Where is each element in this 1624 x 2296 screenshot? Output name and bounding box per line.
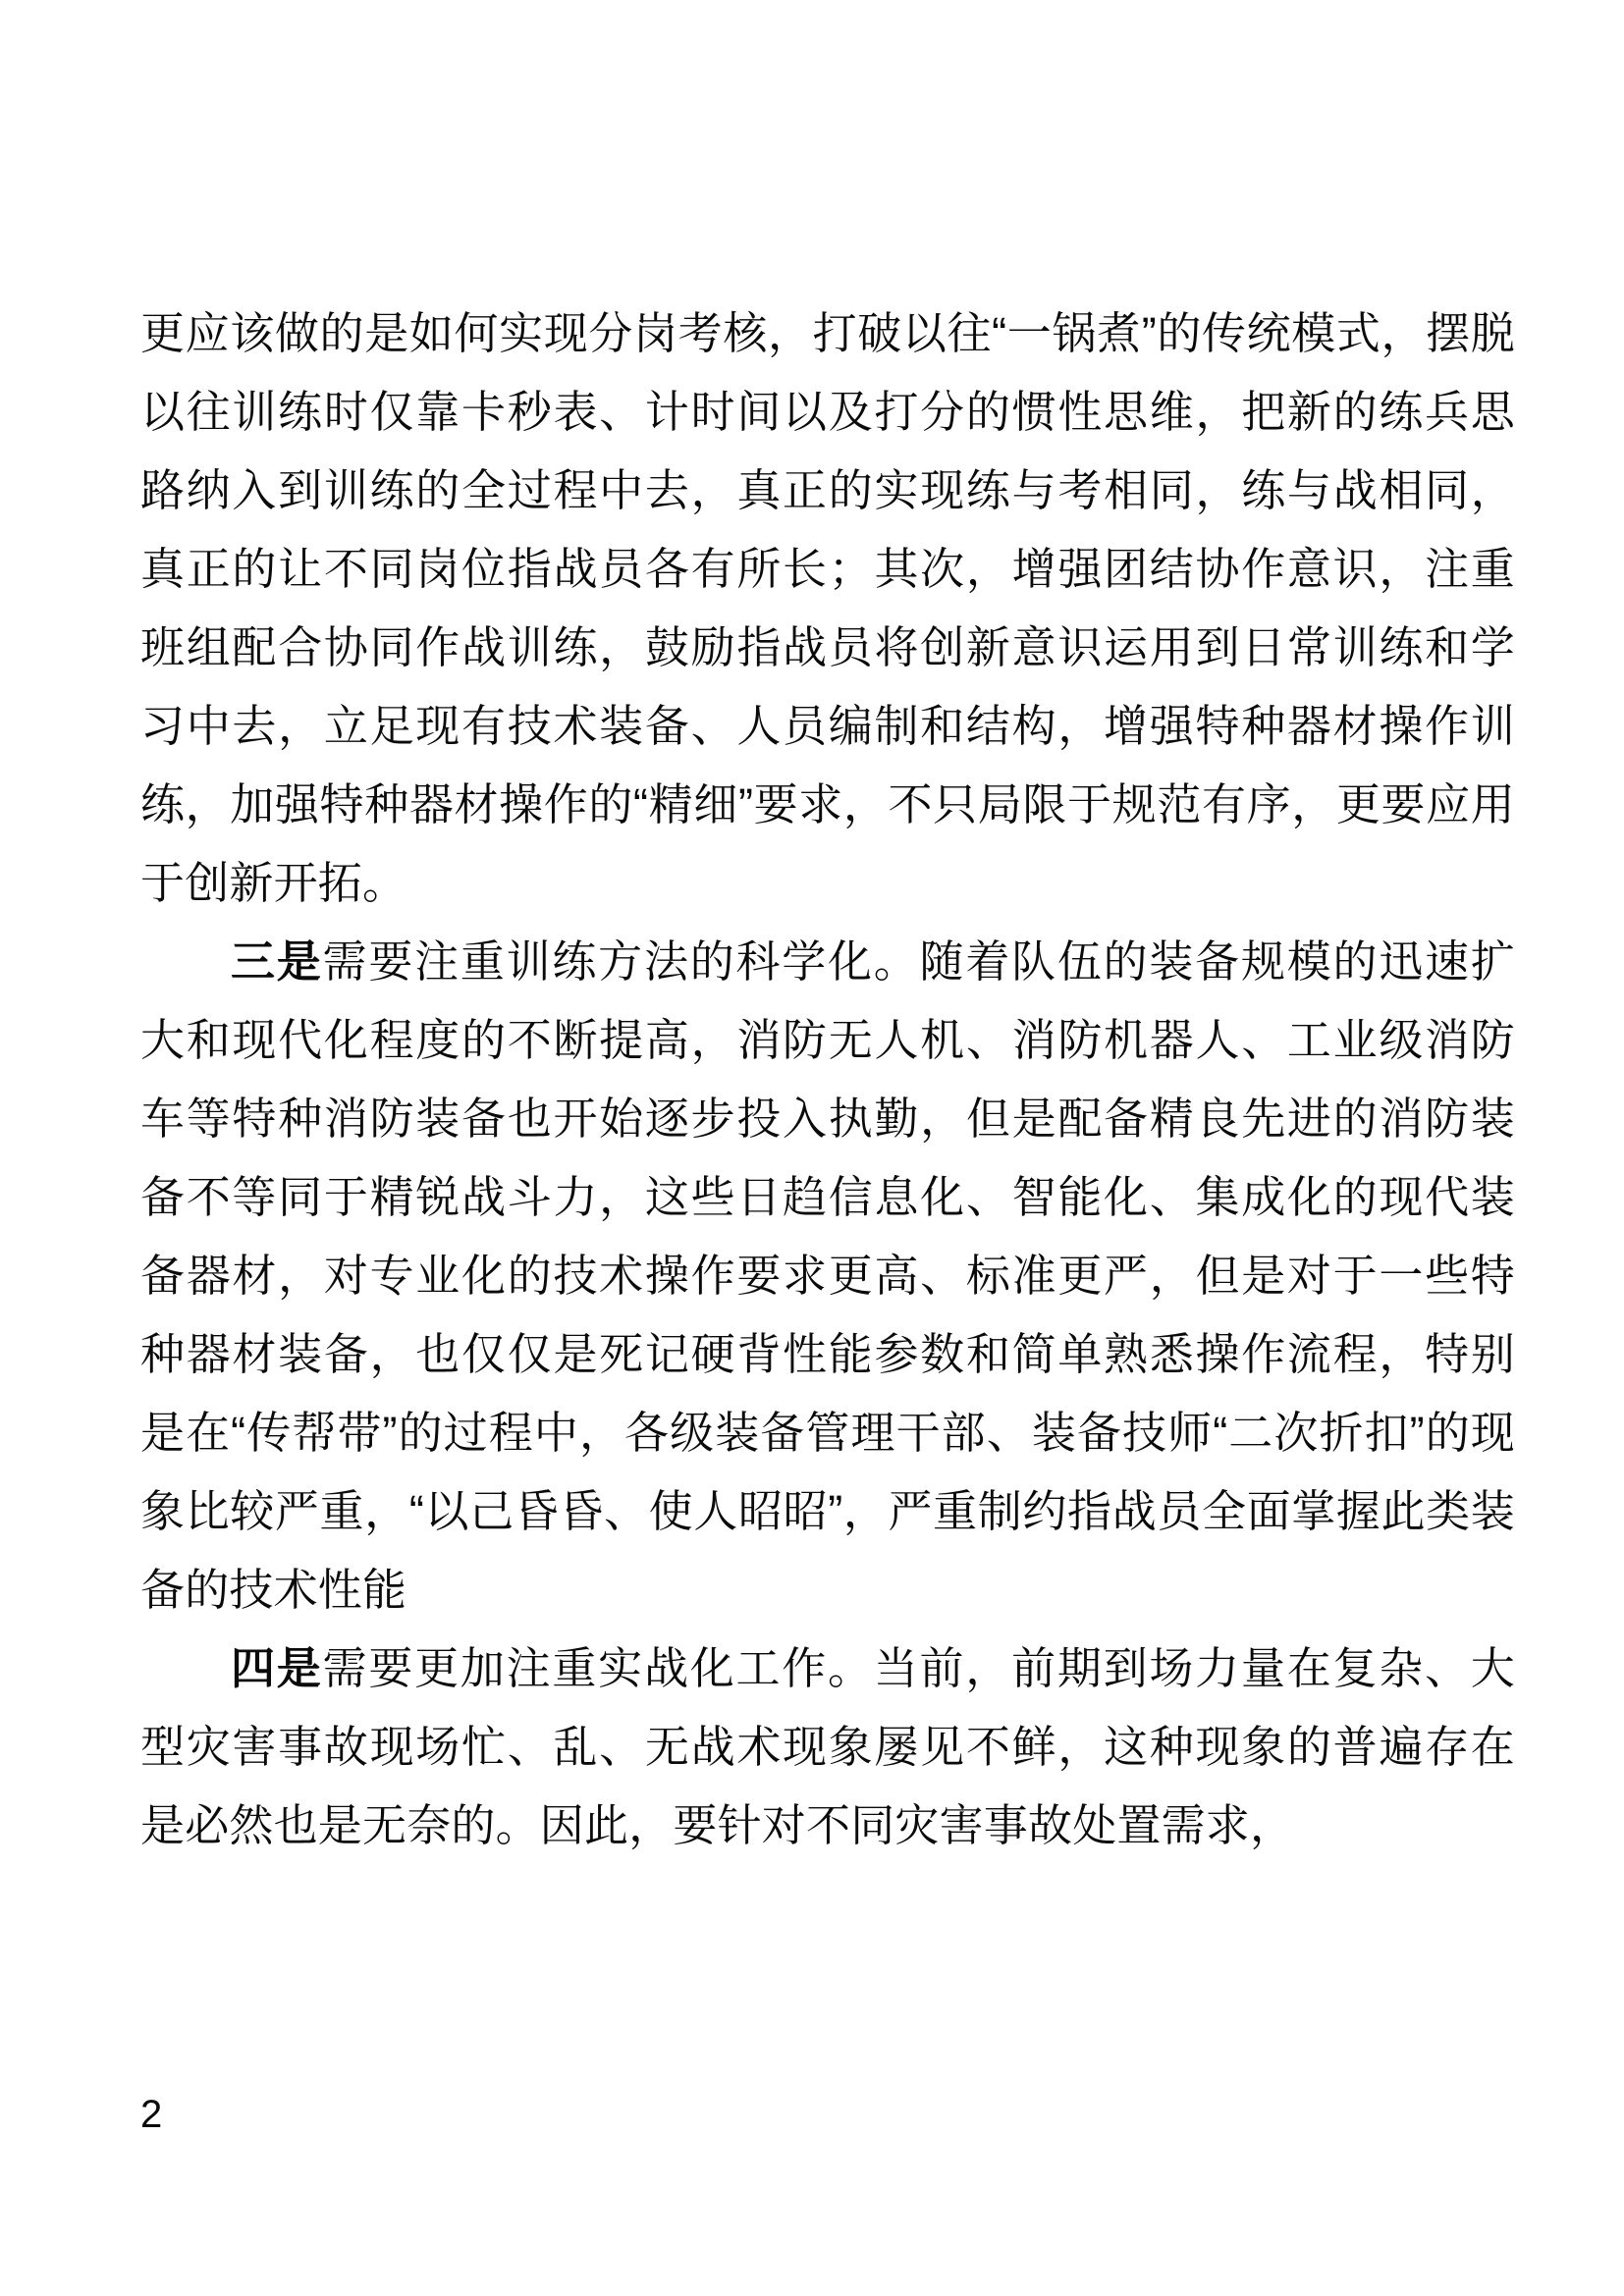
paragraph-continuation	[140, 294, 1515, 923]
page-number: 2	[140, 2093, 163, 2136]
paragraph-point-three	[140, 923, 1515, 1629]
paragraph-text: 更应该做的是如何实现分岗考核，打破以往“一锅煮”的传统模式，摆脱以往训练时仅靠卡秒表、计时间以及打分的惯性思维，把新的练兵思路纳入到训练的全过程中去，真正的实现练与考相同，练与战相同，真正的让不同岗位指战员各有所长；其次，增强团结协作意识，注重班组配合协同作战训练，鼓励指战员将创新意识运用到日常训练和学习中去，立足现有技术装备、人员编制和结构，增强特种器材操作训练，加强特种器材操作的“精细”要求，不只局限于规范有序，更要应用于创新开拓。	[140, 308, 1515, 908]
paragraph-text: 需要更加注重实战化工作。当前，前期到场力量在复杂、大型灾害事故现场忙、乱、无战术现象屡见不鲜，这种现象的普遍存在是必然也是无奈的。因此，要针对不同灾害事故处置需求，	[140, 1643, 1515, 1850]
paragraph-lead-label: 三是	[231, 936, 323, 987]
paragraph-point-four	[140, 1629, 1515, 1865]
document-body	[140, 294, 1515, 1865]
paragraph-text: 需要注重训练方法的科学化。随着队伍的装备规模的迅速扩大和现代化程度的不断提高，消防无人机、消防机器人、工业级消防车等特种消防装备也开始逐步投入执勤，但是配备精良先进的消防装备不等同于精锐战斗力，这些日趋信息化、智能化、集成化的现代装备器材，对专业化的技术操作要求更高、标准更严，但是对于一些特种器材装备，也仅仅是死记硬背性能参数和简单熟悉操作流程，特别是在“传帮带”的过程中，各级装备管理干部、装备技师“二次折扣”的现象比较严重，“以己昏昏、使人昭昭”，严重制约指战员全面掌握此类装备的技术性能	[140, 936, 1515, 1615]
paragraph-lead-label: 四是	[231, 1643, 323, 1693]
